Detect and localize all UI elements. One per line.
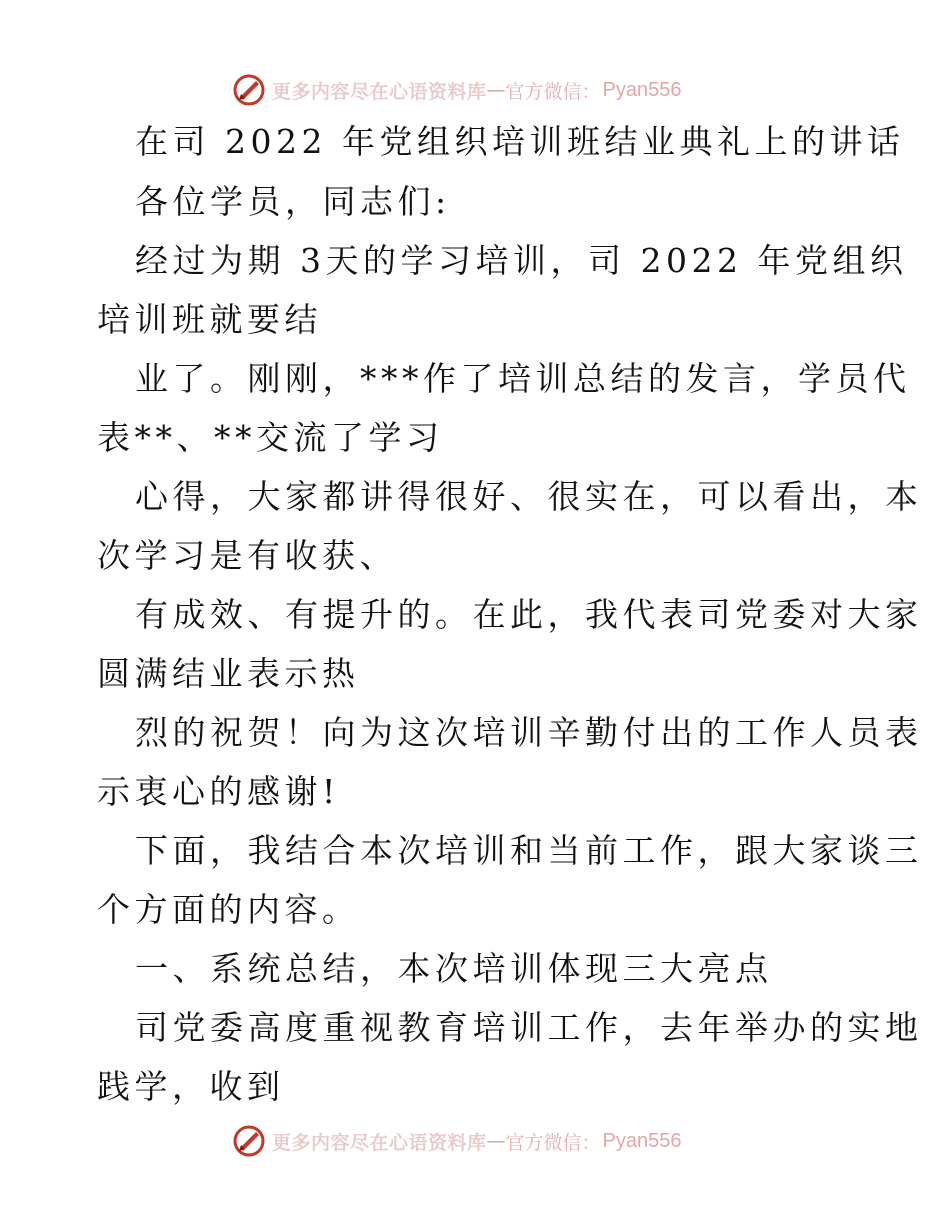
watermark-dash: — (486, 79, 506, 101)
salutation: 各位学员，同志们: (135, 182, 451, 221)
paragraph-line: 心得，大家都讲得很好、很实在，可以看出，本 (135, 477, 923, 516)
paragraph-line: 烈的祝贺！向为这次培训辛勤付出的工作人员表 (135, 713, 923, 752)
watermark-brand-text: 更多内容尽在心语资料库 (272, 80, 487, 103)
watermark-wechat-id: Pyan556 (602, 78, 682, 101)
watermark-label: 官方微信： (505, 1131, 601, 1154)
paragraph-line: 经过为期 3天的学习培训，司 2022 年党组织 (135, 241, 908, 280)
footer-watermark (232, 1121, 682, 1161)
paragraph-line: 个方面的内容。 (97, 890, 360, 929)
paragraph-line: 践学，收到 (97, 1067, 285, 1106)
brand-logo-icon (232, 73, 266, 107)
watermark-label: 官方微信： (505, 80, 601, 103)
paragraph-line: 圆满结业表示热 (97, 654, 360, 693)
paragraph-line: 下面，我结合本次培训和当前工作，跟大家谈三 (135, 831, 923, 870)
paragraph-line: 培训班就要结 (97, 300, 322, 339)
watermark-wechat-id: Pyan556 (602, 1129, 682, 1152)
watermark-dash: — (486, 1130, 506, 1152)
paragraph-line: 业了。刚刚，***作了培训总结的发言，学员代 (135, 359, 911, 398)
watermark-brand-text: 更多内容尽在心语资料库 (272, 1131, 487, 1154)
header-watermark (232, 70, 682, 110)
paragraph-line: 司党委高度重视教育培训工作，去年举办的实地 (135, 1008, 923, 1047)
paragraph-line: 示衷心的感谢! (97, 772, 340, 811)
paragraph-line: 有成效、有提升的。在此，我代表司党委对大家 (135, 595, 923, 634)
section-heading: 一、系统总结，本次培训体现三大亮点 (135, 949, 773, 988)
paragraph-line: 表**、**交流了学习 (97, 418, 444, 457)
document-title: 在司 2022 年党组织培训班结业典礼上的讲话 (135, 122, 905, 161)
paragraph-line: 次学习是有收获、 (97, 536, 397, 575)
brand-logo-icon (232, 1124, 266, 1158)
